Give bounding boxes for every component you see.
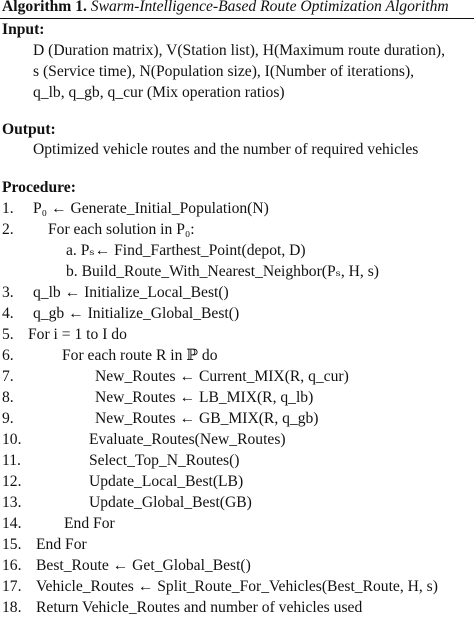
step-number: 7. bbox=[2, 368, 14, 385]
step-number: 17. bbox=[2, 578, 22, 595]
step-substep: b. Build_Route_With_Nearest_Neighbor(Pₛ, H, s) bbox=[66, 263, 379, 280]
step-number: 2. bbox=[2, 221, 14, 238]
step-number: 3. bbox=[2, 284, 14, 301]
step-number: 16. bbox=[2, 557, 22, 574]
step-substep: a. Pₛ← Find_Farthest_Point(depot, D) bbox=[66, 242, 306, 259]
input-line-1: D (Duration matrix), V(Station list), H(Maximum route duration), bbox=[33, 42, 446, 59]
step-text: For each solution in P₀: bbox=[48, 221, 195, 238]
procedure-heading: Procedure: bbox=[2, 179, 76, 196]
step-text: q_lb ← Initialize_Local_Best() bbox=[33, 284, 229, 301]
algorithm-title: Swarm-Intelligence-Based Route Optimization Algorithm bbox=[90, 0, 449, 15]
step-text: Best_Route ← Get_Global_Best() bbox=[36, 557, 251, 574]
step-text: For each route R in ℙ do bbox=[62, 347, 218, 364]
step-number: 14. bbox=[2, 515, 22, 532]
step-number: 15. bbox=[2, 536, 22, 553]
title-rule bbox=[0, 18, 474, 19]
step-text: Update_Global_Best(GB) bbox=[89, 494, 252, 511]
input-heading: Input: bbox=[2, 21, 45, 38]
step-number: 8. bbox=[2, 389, 14, 406]
step-text: End For bbox=[64, 515, 115, 532]
algorithm-title-line bbox=[2, 0, 449, 17]
step-text: q_gb ← Initialize_Global_Best() bbox=[33, 305, 240, 322]
step-number: 11. bbox=[2, 452, 21, 469]
step-number: 12. bbox=[2, 473, 22, 490]
algorithm-label: Algorithm 1. bbox=[2, 0, 87, 15]
step-text: Update_Local_Best(LB) bbox=[89, 473, 244, 490]
step-number: 18. bbox=[2, 599, 22, 616]
step-text: Select_Top_N_Routes() bbox=[89, 452, 240, 469]
step-number: 9. bbox=[2, 410, 14, 427]
step-text: Vehicle_Routes ← Split_Route_For_Vehicles(Best_Route, H, s) bbox=[36, 578, 438, 595]
step-text: New_Routes ← GB_MIX(R, q_gb) bbox=[95, 410, 319, 427]
step-number: 6. bbox=[2, 347, 14, 364]
step-number: 13. bbox=[2, 494, 22, 511]
step-text: Return Vehicle_Routes and number of vehicles used bbox=[36, 599, 363, 616]
step-text: P₀ ← Generate_Initial_Population(N) bbox=[33, 200, 269, 217]
step-text: End For bbox=[36, 536, 87, 553]
output-line-1: Optimized vehicle routes and the number of required vehicles bbox=[33, 141, 419, 158]
output-heading: Output: bbox=[2, 121, 56, 138]
step-text: New_Routes ← Current_MIX(R, q_cur) bbox=[95, 368, 349, 385]
step-number: 10. bbox=[2, 431, 22, 448]
step-text: New_Routes ← LB_MIX(R, q_lb) bbox=[95, 389, 314, 406]
input-line-3: q_lb, q_gb, q_cur (Mix operation ratios) bbox=[33, 84, 285, 101]
step-number: 5. bbox=[2, 326, 14, 343]
step-text: Evaluate_Routes(New_Routes) bbox=[89, 431, 286, 448]
step-number: 1. bbox=[2, 200, 14, 217]
step-number: 4. bbox=[2, 305, 14, 322]
step-text: For i = 1 to I do bbox=[28, 326, 127, 343]
input-line-2: s (Service time), N(Population size), I(Number of iterations), bbox=[33, 63, 415, 80]
